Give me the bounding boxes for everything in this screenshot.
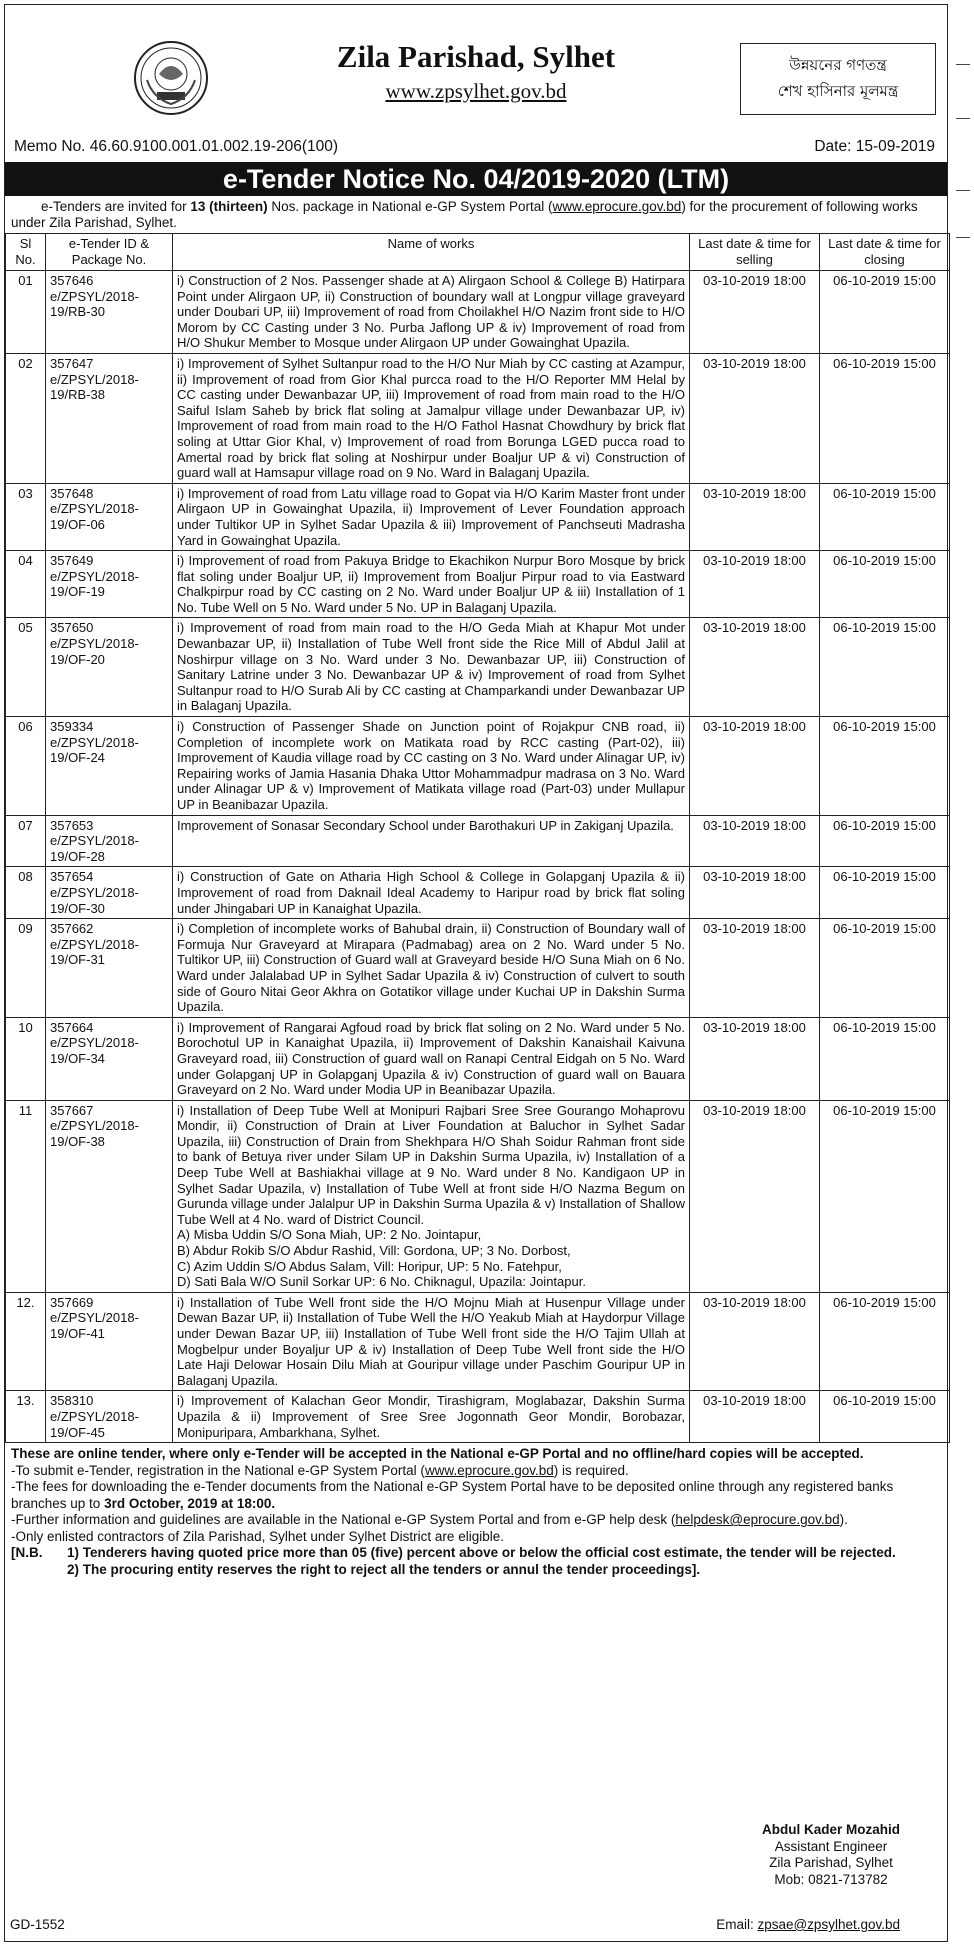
closing-deadline-cell <box>820 919 950 1018</box>
table-row <box>6 1292 950 1391</box>
package-id-cell-text: 357669 e/ZPSYL/2018-19/OF-41 <box>50 1294 139 1341</box>
sl-cell <box>6 1292 46 1391</box>
column-header: Last date & time for selling <box>690 234 820 271</box>
package-id-cell <box>46 717 173 816</box>
selling-deadline-cell-text: 03-10-2019 18:00 <box>703 817 806 833</box>
note-text: -To submit e-Tender, registration in the National e-GP System Portal ( <box>11 1462 425 1478</box>
works-cell-text: i) Construction of 2 Nos. Passenger shade at A) Alirgaon School & College B) Hatirpara Point under Alirgaon UP, ii) Construction of boundary wall at Longpur village graveyard under Doubari UP, iii) Improvement of road from Choilakhel H/O Nazim front side to H/O Morom by CC Casting under 3 No. Purba Jaflong UP & iv) Improvement of road from H/O Shukur Member to Mosque under Alirgaon UP under Gowainghat Upazila. <box>177 273 685 351</box>
selling-deadline-cell-text: 03-10-2019 18:00 <box>703 1102 806 1118</box>
sl-cell-text: 02 <box>18 355 33 371</box>
works-cell <box>173 353 690 483</box>
selling-deadline-cell-text: 03-10-2019 18:00 <box>703 485 806 501</box>
table-row <box>6 717 950 816</box>
sl-cell <box>6 867 46 919</box>
eligibility-note: -Only enlisted contractors of Zila Parishad, Sylhet under Sylhet District are eligible. <box>11 1528 504 1544</box>
page-edge-mark <box>956 64 970 65</box>
sl-cell <box>6 353 46 483</box>
works-cell <box>173 618 690 717</box>
closing-deadline-cell <box>820 867 950 919</box>
package-id-cell <box>46 271 173 354</box>
closing-deadline-cell <box>820 271 950 354</box>
selling-deadline-cell <box>690 1391 820 1443</box>
package-id-cell-text: 357650 e/ZPSYL/2018-19/OF-20 <box>50 620 139 667</box>
intro-text: ) for the procurement of following works <box>681 199 918 214</box>
package-id-cell <box>46 919 173 1018</box>
sl-cell <box>6 618 46 717</box>
sl-cell-text: 05 <box>18 620 33 636</box>
selling-deadline-cell-text: 03-10-2019 18:00 <box>703 719 806 735</box>
signatory-designation: Assistant Engineer <box>774 1838 888 1854</box>
notes-section <box>5 1443 947 1578</box>
selling-deadline-cell-text: 03-10-2019 18:00 <box>703 553 806 569</box>
online-note: These are online tender, where only e-Tender will be accepted in the National e-GP Portal and no offline/hard copies will be accepted. <box>11 1446 864 1462</box>
footer-code: GD-1552 <box>10 1917 65 1932</box>
sl-cell-text: 01 <box>18 273 33 288</box>
beneficiary-line: B) Abdur Rokib S/O Abdur Rashid, Vill: Gordona, UP; 3 No. Dorbost, <box>177 1243 571 1259</box>
office-title: Zila Parishad, Sylhet <box>336 39 616 74</box>
closing-deadline-cell-text: 06-10-2019 15:00 <box>833 1393 936 1409</box>
selling-deadline-cell <box>690 551 820 618</box>
works-cell <box>173 1017 690 1100</box>
intro-text: Nos. package in National e-GP System Portal ( <box>267 199 553 214</box>
column-header: Last date & time for closing <box>820 234 950 271</box>
sl-cell <box>6 1017 46 1100</box>
closing-deadline-cell <box>820 1017 950 1100</box>
closing-deadline-cell-text: 06-10-2019 15:00 <box>833 355 936 371</box>
closing-deadline-cell <box>820 353 950 483</box>
selling-deadline-cell <box>690 815 820 867</box>
works-cell-text: i) Installation of Tube Well front side the H/O Mojnu Miah at Husenpur Village under Dewan Bazar UP, ii) Installation of Tube Well the H/O Yeakub Miah at Haydorpur Village under Dewan Bazar UP, iii) Installation of Tube Well front side the H/O Tajim Ullah at Mogbelpur under Boyaljur UP & iv) Installation of Deep Tube Well front side the H/O Late Haji Delowar Hosain Dilu Miah at Gouripur village under Paschim Gouripur UP in Balaganj Upazila. <box>177 1294 685 1388</box>
package-id-cell-text: 357667 e/ZPSYL/2018-19/OF-38 <box>50 1102 139 1149</box>
nb-label: [N.B. <box>11 1545 43 1561</box>
package-id-cell <box>46 1292 173 1391</box>
package-id-cell <box>46 551 173 618</box>
website-link[interactable]: www.zpsylhet.gov.bd <box>385 79 567 103</box>
works-cell <box>173 271 690 354</box>
works-cell-text: i) Improvement of Sylhet Sultanpur road to the H/O Nur Miah by CC casting at Azampur, ii) Improvement of road from Gior Khal purcca road to the H/O Reporter MM Helal by CC casting under Dewanbazar UP, iii) Improvement of road from main road to the H/O Saiful Islam Saheb by brick flat soling at Jamalpur village under Dewanbazar UP, iv) Improvement of road from main road to the H/O Fathol Hasnat Chowdhury by brick flat soling at Uttar Gior Khal, v) Improvement of road from Borunga LGED pucca road to Amertal road by brick flat soling at Noshirpur under Boaljur UP & vi) Construction of guard wall at Hamsapur village road on 9 No. Ward in Balaganj Upazila. <box>177 355 685 481</box>
selling-deadline-cell <box>690 1017 820 1100</box>
package-id-cell-text: 357654 e/ZPSYL/2018-19/OF-30 <box>50 869 139 916</box>
sl-cell <box>6 815 46 867</box>
works-cell-text: i) Installation of Deep Tube Well at Monipuri Rajbari Sree Sree Gourango Mohaprovu Mondir, ii) Construction of Drain at Liver Foundation at Baluchor in Sylhet Sadar Upazila, iii) Construction of Drain from Shekhpara H/O Shah Soidur Rahman front side to bank of Betuya river under Silam UP in Dakshin Surma Upazila, iv) Installation of a Deep Tube Well at Bashiakhai village at 9 No. Ward under 8 No. Kandigaon UP in Sylhet Sadar Upazila, v) Installation of Tube Well at front side H/O Nazma Begum on Gurunda village under Jalalpur UP in Dakshin Surma Upazila & v) Installation of Shallow Tube Well at 4 No. ward of District Council. <box>177 1102 685 1227</box>
package-id-cell <box>46 618 173 717</box>
selling-deadline-cell <box>690 1100 820 1292</box>
memo-date: Date: 15-09-2019 <box>814 138 935 155</box>
package-id-cell-text: 358310 e/ZPSYL/2018-19/OF-45 <box>50 1393 139 1440</box>
closing-deadline-cell-text: 06-10-2019 15:00 <box>833 719 936 735</box>
sl-cell-text: 04 <box>18 553 33 569</box>
fees-deadline: 3rd October, 2019 at 18:00. <box>104 1495 276 1511</box>
sl-cell-text: 08 <box>18 869 33 885</box>
package-id-cell-text: 357647 e/ZPSYL/2018-19/RB-38 <box>50 355 139 403</box>
sl-cell <box>6 551 46 618</box>
selling-deadline-cell-text: 03-10-2019 18:00 <box>703 273 806 288</box>
sl-cell <box>6 919 46 1018</box>
selling-deadline-cell <box>690 618 820 717</box>
sl-cell <box>6 1391 46 1443</box>
sl-cell-text: 09 <box>18 921 33 937</box>
beneficiary-line: C) Azim Uddin S/O Abdus Salam, Vill: Horipur, UP: 5 No. Fatehpur, <box>177 1258 562 1274</box>
table-row <box>6 919 950 1018</box>
closing-deadline-cell-text: 06-10-2019 15:00 <box>833 485 936 501</box>
beneficiary-line: A) Misba Uddin S/O Sona Miah, UP: 2 No. Jointapur, <box>177 1227 482 1243</box>
table-row <box>6 353 950 483</box>
fees-note <box>11 1479 941 1512</box>
note-text: -The fees for downloading the e-Tender documents from the National e-GP System Portal have to be deposited online through any registered banks branches up to <box>11 1479 894 1511</box>
closing-deadline-cell-text: 06-10-2019 15:00 <box>833 1294 936 1310</box>
signatory-email <box>716 1917 900 1932</box>
table-row <box>6 1017 950 1100</box>
works-cell-text: i) Completion of incomplete works of Bahubal drain, ii) Construction of Boundary wall of Formuja Nur Graveyard at Mirapara (Padmabag) area on 2 No. Ward under 5 No. Tultikor UP, iii) Construction of Guard wall at Graveyard beside H/O Suna Miah on 6 No. Ward under Jalalabad UP in Sylhet Sadar Upazila & iv) Construction of culvert to south side of Gouro Nitai Geor Akhra on Gotatikor village under Kuchai UP in Dakshin Surma Upazila. <box>177 921 685 1015</box>
page-edge-mark <box>956 118 970 119</box>
closing-deadline-cell-text: 06-10-2019 15:00 <box>833 869 936 885</box>
closing-deadline-cell <box>820 1100 950 1292</box>
email-label: Email: <box>716 1917 758 1932</box>
works-cell <box>173 919 690 1018</box>
package-id-cell-text: 357662 e/ZPSYL/2018-19/OF-31 <box>50 921 139 968</box>
sl-cell-text: 12. <box>16 1294 35 1310</box>
registration-note <box>11 1463 941 1480</box>
works-cell <box>173 1391 690 1443</box>
sl-cell-text: 13. <box>16 1393 35 1409</box>
package-id-cell-text: 357648 e/ZPSYL/2018-19/OF-06 <box>50 485 139 532</box>
note-text: ). <box>839 1512 848 1528</box>
email-link[interactable]: zpsae@zpsylhet.gov.bd <box>757 1917 900 1932</box>
page-edge-mark <box>956 190 970 191</box>
selling-deadline-cell-text: 03-10-2019 18:00 <box>703 869 806 885</box>
works-cell <box>173 1100 690 1292</box>
selling-deadline-cell <box>690 867 820 919</box>
selling-deadline-cell <box>690 483 820 550</box>
closing-deadline-cell-text: 06-10-2019 15:00 <box>833 553 936 569</box>
selling-deadline-cell-text: 03-10-2019 18:00 <box>703 1393 806 1409</box>
works-cell-text: i) Improvement of road from Pakuya Bridge to Ekachikon Nurpur Boro Mosque by brick flat soling under Boaljur UP, ii) Improvement from Boaljur Pirpur road to via Eastward Chalkpirpur road by CC casting on 2 No. Ward under Boaljur UP & iii) Installation of 1 No. Tube Well on 5 No. Ward under 5 No. UP in Balaganj Upazila. <box>177 553 685 615</box>
package-id-cell <box>46 353 173 483</box>
notice-title: e-Tender Notice No. 04/2019-2020 (LTM) <box>5 162 947 196</box>
sl-cell-text: 06 <box>18 719 33 735</box>
table-row <box>6 867 950 919</box>
package-count: 13 (thirteen) <box>190 199 268 214</box>
table-row <box>6 815 950 867</box>
table-header-row <box>6 234 950 271</box>
works-cell-text: Improvement of Sonasar Secondary School under Barothakuri UP in Zakiganj Upazila. <box>177 817 674 833</box>
selling-deadline-cell <box>690 353 820 483</box>
selling-deadline-cell-text: 03-10-2019 18:00 <box>703 355 806 371</box>
works-cell-text: i) Improvement of road from Latu village road to Gopat via H/O Karim Master front under Alirgaon UP in Gowainghat Upazila, ii) Improvement of Lever Foundation approach under Tultikor UP in Sylhet Sadar Upazila & iii) Improvement of Panchseuti Madrasha Yard in Gowainghat Upazila. <box>177 485 685 548</box>
selling-deadline-cell-text: 03-10-2019 18:00 <box>703 1294 806 1310</box>
sl-cell <box>6 483 46 550</box>
closing-deadline-cell-text: 06-10-2019 15:00 <box>833 273 936 288</box>
column-header: Sl No. <box>6 234 46 271</box>
works-cell-text: i) Improvement of Rangarai Agfoud road by brick flat soling on 2 No. Ward under 5 No. Borochotul UP in Kanaighat Upazila, ii) Improvement of Dakshin Kanaishail Kaivuna Graveyard road, iii) Construction of guard wall on Ranapi Central Eidgah on 5 No. Ward under Golapganj UP in Golapganj Upazila & iv) Construction of guard wall on Bauara Graveyard on 2 No. Ward under Modia UP in Beanibazar Upazila. <box>177 1019 685 1098</box>
works-cell <box>173 551 690 618</box>
note-text: -Further information and guidelines are available in the National e-GP System Portal and from e-GP help desk ( <box>11 1512 676 1528</box>
package-id-cell <box>46 815 173 867</box>
works-cell <box>173 1292 690 1391</box>
closing-deadline-cell <box>820 1292 950 1391</box>
selling-deadline-cell <box>690 1292 820 1391</box>
package-id-cell <box>46 1100 173 1292</box>
package-id-cell <box>46 1017 173 1100</box>
signatory-mobile: Mob: 0821-713782 <box>774 1871 888 1887</box>
sl-cell-text: 10 <box>18 1019 33 1035</box>
sl-cell <box>6 717 46 816</box>
slogan-line-1: উন্নয়নের গণতন্ত্র <box>789 56 887 74</box>
slogan-line-2: শেখ হাসিনার মূলমন্ত্র <box>777 82 899 100</box>
selling-deadline-cell <box>690 271 820 354</box>
table-row <box>6 1100 950 1292</box>
eprocure-link[interactable]: www.eprocure.gov.bd <box>424 1462 554 1478</box>
closing-deadline-cell-text: 06-10-2019 15:00 <box>833 921 936 937</box>
sl-cell <box>6 271 46 354</box>
selling-deadline-cell-text: 03-10-2019 18:00 <box>703 1019 806 1035</box>
closing-deadline-cell <box>820 618 950 717</box>
helpdesk-email-link[interactable]: helpdesk@eprocure.gov.bd <box>675 1512 840 1528</box>
memo-number: Memo No. 46.60.9100.001.01.002.19-206(100) <box>14 138 339 155</box>
intro-text: e-Tenders are invited for <box>41 199 191 214</box>
intro-text: under Zila Parishad, Sylhet. <box>11 215 177 230</box>
selling-deadline-cell <box>690 717 820 816</box>
info-note <box>11 1512 941 1529</box>
sl-cell <box>6 1100 46 1292</box>
slogan-box <box>740 43 936 115</box>
package-id-cell-text: 359334 e/ZPSYL/2018-19/OF-24 <box>50 719 139 766</box>
table-row <box>6 1391 950 1443</box>
column-header: e-Tender ID & Package No. <box>46 234 173 271</box>
table-row <box>6 483 950 550</box>
package-id-cell <box>46 483 173 550</box>
page-edge-mark <box>956 237 970 238</box>
package-id-cell-text: 357646 e/ZPSYL/2018-19/RB-30 <box>50 273 139 320</box>
nb-item-1: 1) Tenderers having quoted price more than 05 (five) percent above or below the official cost estimate, the tender will be rejected. <box>67 1545 896 1561</box>
closing-deadline-cell-text: 06-10-2019 15:00 <box>833 817 936 833</box>
intro-paragraph <box>5 196 947 233</box>
table-row <box>6 618 950 717</box>
works-cell <box>173 717 690 816</box>
table-row <box>6 271 950 354</box>
works-cell-text: i) Improvement of Kalachan Geor Mondir, Tirashigram, Moglabazar, Dakshin Surma Upazila & ii) Improvement of Sree Sree Jogonnath Geor Mondir, Borobazar, Monipuripara, Ambarkhana, Sylhet. <box>177 1393 685 1440</box>
memo-row <box>5 138 947 160</box>
selling-deadline-cell-text: 03-10-2019 18:00 <box>703 921 806 937</box>
package-id-cell-text: 357653 e/ZPSYL/2018-19/OF-28 <box>50 817 139 864</box>
works-cell <box>173 483 690 550</box>
signatory-office: Zila Parishad, Sylhet <box>769 1855 893 1870</box>
closing-deadline-cell <box>820 717 950 816</box>
closing-deadline-cell <box>820 551 950 618</box>
table-row <box>6 551 950 618</box>
column-header: Name of works <box>173 234 690 271</box>
package-id-cell <box>46 867 173 919</box>
package-id-cell <box>46 1391 173 1443</box>
closing-deadline-cell <box>820 1391 950 1443</box>
works-cell <box>173 815 690 867</box>
note-text: ) is required. <box>553 1462 629 1478</box>
signatory-name: Abdul Kader Mozahid <box>762 1822 900 1837</box>
nb-note <box>11 1545 941 1578</box>
header <box>5 5 947 130</box>
works-cell-text: i) Improvement of road from main road to the H/O Geda Miah at Khapur Mot under Dewanbazar UP, ii) Installation of Tube Well front side the Rice Mill of Abdul Jalil at Noshirpur village on 3 No. Ward under 3 No. Dewanbazar UP, iii) Construction of Sanitary Latrine under 3 No. Dewanbazar UP & iv) Improvement of road from Sylhet Sultanpur road to H/O Surab Ali by CC casting at Champarkandi under Dewanbazar UP in Balaganj Upazila. <box>177 620 685 714</box>
selling-deadline-cell-text: 03-10-2019 18:00 <box>703 620 806 636</box>
nb-item-2: 2) The procuring entity reserves the right to reject all the tenders or annul the tender proceedings]. <box>67 1561 701 1577</box>
works-cell-text: i) Construction of Gate on Atharia High School & College in Golapganj Upazila & ii) Improvement of road from Daknail Ideal Academy to Haripur road by brick flat soling under Jhingabari UP in Kanaighat Upazila. <box>177 869 685 916</box>
closing-deadline-cell-text: 06-10-2019 15:00 <box>833 1019 936 1035</box>
signature-block <box>762 1822 900 1888</box>
sl-cell-text: 03 <box>18 485 33 501</box>
works-cell <box>173 867 690 919</box>
tender-table <box>5 233 950 1443</box>
works-cell-text: i) Construction of Passenger Shade on Junction point of Rojakpur CNB road, ii) Completion of incomplete work on Matikata road by RCC casting (Part-02), iii) Improvement of Kaudia village road by CC casting on 3 No. Ward under Alinagar UP, iv) Repairing works of Jamia Hasania Dhaka Uttor Mohammadpur madrasa on 3 No. Ward under Alinagar UP & v) Improvement of Matikata village road (Part-03) under Mullapur UP in Beanibazar Upazila. <box>177 719 685 812</box>
package-id-cell-text: 357664 e/ZPSYL/2018-19/OF-34 <box>50 1019 139 1066</box>
closing-deadline-cell-text: 06-10-2019 15:00 <box>833 1102 936 1118</box>
closing-deadline-cell <box>820 483 950 550</box>
package-id-cell-text: 357649 e/ZPSYL/2018-19/OF-19 <box>50 553 139 600</box>
selling-deadline-cell <box>690 919 820 1018</box>
closing-deadline-cell <box>820 815 950 867</box>
sl-cell-text: 07 <box>18 817 33 833</box>
tender-notice-page <box>4 4 948 1942</box>
closing-deadline-cell-text: 06-10-2019 15:00 <box>833 620 936 636</box>
portal-link[interactable]: www.eprocure.gov.bd <box>552 199 682 214</box>
sl-cell-text: 11 <box>18 1102 33 1118</box>
beneficiary-line: D) Sati Bala W/O Sunil Sorkar UP: 6 No. Chiknagul, Upazila: Jointapur. <box>177 1274 586 1290</box>
